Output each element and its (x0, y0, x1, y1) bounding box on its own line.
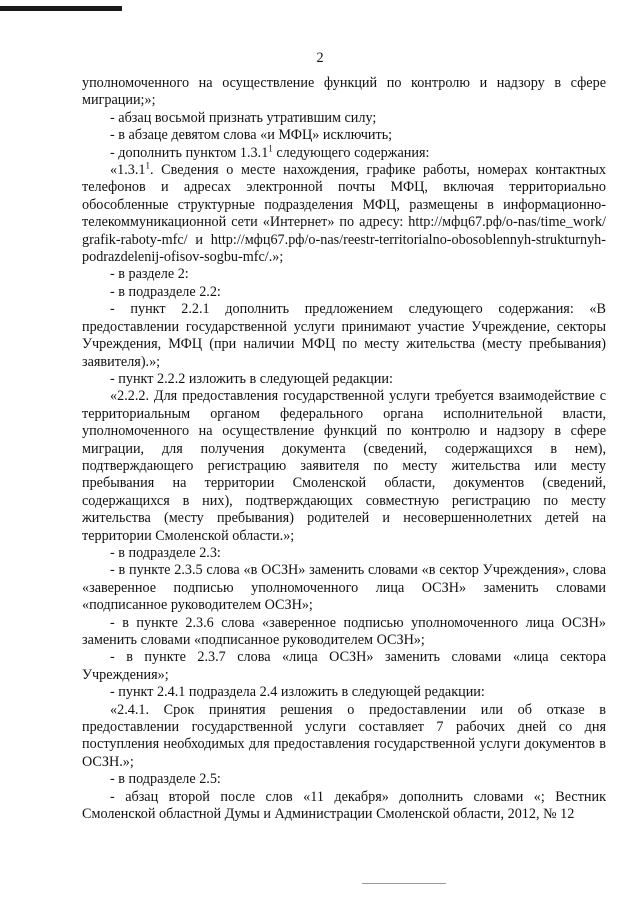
paragraph (82, 545, 606, 562)
paragraph (82, 266, 606, 283)
paragraph-text: - абзац второй после слов «11 декабря» дополнить словами «; Вестник Смоленской областной Думы и Администрации Смоленской области, 2012, № 12 (82, 788, 606, 823)
paragraph (82, 127, 606, 144)
paragraph-text: - в абзаце девятом слова «и МФЦ» исключить; (110, 127, 393, 144)
paragraph (82, 789, 606, 824)
paragraph (82, 142, 606, 162)
paragraph-text: «2.4.1. Срок принятия решения о предоставлении или об отказе в предоставлении государственной услуги составляет 7 рабочих дней со дня поступления необходимых для предоставления государственной услуги документов в ОСЗН.»; (82, 701, 606, 770)
scan-edge-mark (0, 6, 122, 11)
paragraph (82, 615, 606, 650)
paragraph-text: - в разделе 2: (110, 266, 189, 283)
paragraph-text: - пункт 2.2.2 изложить в следующей редакции: (110, 370, 393, 387)
paragraph (82, 388, 606, 545)
paragraph (82, 702, 606, 772)
footer-line (362, 883, 446, 884)
paragraph (82, 684, 606, 701)
paragraph (82, 371, 606, 388)
paragraph-text-tail: . Сведения о месте нахождения, графике работы, номерах контактных телефонов и адресах электронной почты МФЦ, включая территориально обособленные структурные подразделения МФЦ, размещены в информационно-телекоммуникационной сети «Интернет» по адресу: http://мфц67.рф/o-nas/time_work/ grafik-raboty-mfc/ и http://мфц67.рф/o-nas/reestr-territorialno-obosoblennyh-strukturnyh-podrazdelenij-ofisov-sogbu-mfc/.»; (82, 162, 606, 266)
paragraph (82, 284, 606, 301)
paragraph (82, 562, 606, 614)
page-number: 2 (316, 50, 324, 66)
paragraph-text: - в подразделе 2.3: (110, 544, 221, 561)
paragraph-text: - абзац восьмой признать утратившим силу; (110, 109, 377, 126)
paragraph-text: - в пункте 2.3.5 слова «в ОСЗН» заменить словами «в сектор Учреждения», слова «заверенное подписью уполномоченного лица ОСЗН» заменить словами «подписанное руководителем ОСЗН»; (82, 562, 606, 614)
paragraph-text: - в подразделе 2.5: (110, 771, 221, 788)
document-body (82, 75, 606, 823)
paragraph-text: «2.2.2. Для предоставления государственной услуги требуется взаимодействие с территориальным органом федерального органа исполнительной власти, уполномоченного на осуществление функций по контролю и надзору в сфере миграции, для получения документа (сведений, содержащихся в нем), подтверждающего регистрацию заявителя по месту жительства или месту пребывания на территории Смоленской области, документов (сведений, содержащихся в них), подтверждающих совместную регистрацию по месту жительства (месту пребывания) родителей и несовершеннолетних детей на территории Смоленской области.»; (82, 388, 606, 544)
paragraph (82, 162, 606, 266)
paragraph-text: - дополнить пунктом 1.3.1 (110, 144, 269, 161)
paragraph (82, 649, 606, 684)
paragraph-text: - пункт 2.4.1 подраздела 2.4 изложить в следующей редакции: (110, 684, 485, 701)
superscript: 1 (268, 142, 273, 153)
paragraph (82, 771, 606, 788)
paragraph-text: - в пункте 2.3.7 слова «лица ОСЗН» заменить словами «лица сектора Учреждения»; (82, 649, 606, 683)
paragraph-text: - пункт 2.2.1 дополнить предложением следующего содержания: «В предоставлении государственной услуги принимают участие Учреждение, секторы Учреждения, МФЦ (при наличии МФЦ по месту жительства (месту пребывания) заявителя).»; (82, 301, 606, 370)
paragraph-text: «1.3.1 (110, 162, 146, 179)
paragraph (82, 75, 606, 110)
paragraph-text: - в подразделе 2.2: (110, 283, 221, 300)
paragraph-text: - в пункте 2.3.6 слова «заверенное подписью уполномоченного лица ОСЗН» заменить словами «подписанное руководителем ОСЗН»; (82, 614, 606, 648)
superscript: 1 (145, 160, 150, 171)
paragraph-text: уполномоченного на осуществление функций по контролю и надзору в сфере миграции;»; (82, 75, 606, 109)
paragraph (82, 301, 606, 371)
paragraph-text-tail: следующего содержания: (272, 144, 430, 161)
paragraph (82, 110, 606, 127)
